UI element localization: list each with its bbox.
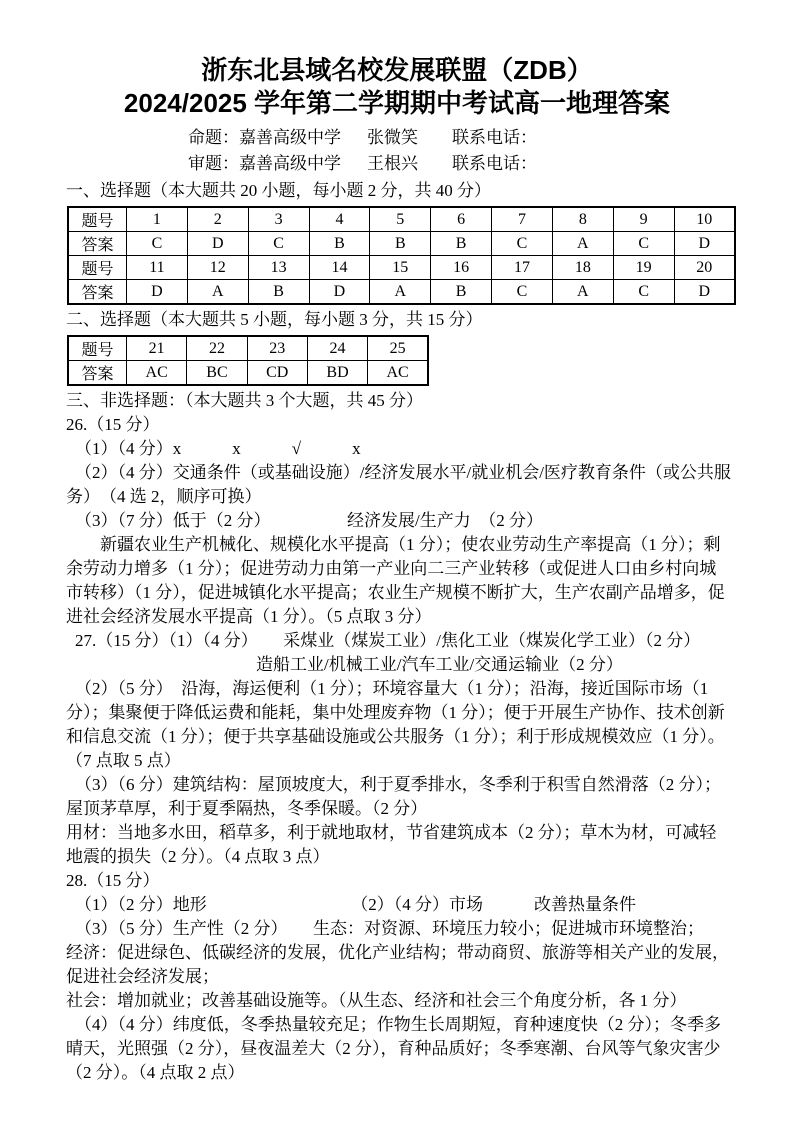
- table-row: [68, 256, 735, 280]
- q26-item3: （3）（7 分）低于（2 分） 经济发展/生产力 （2 分）: [75, 511, 543, 530]
- question-number-cell: 3: [248, 207, 309, 232]
- answer-cell: C: [492, 232, 553, 256]
- q26-item1-marks: （1）（4 分）x x √ x: [75, 439, 361, 458]
- question-number-cell: 7: [492, 207, 553, 232]
- question-number-cell: 16: [431, 256, 492, 280]
- answer-cell: B: [370, 232, 431, 256]
- question-number-cell: 11: [127, 256, 188, 280]
- proposer-name: 张微笑: [367, 128, 418, 147]
- question-number-cell: 1: [127, 207, 188, 232]
- answer-cell: A: [552, 280, 613, 305]
- answer-cell: A: [370, 280, 431, 305]
- table-row: [68, 232, 735, 256]
- answer-cell: AC: [127, 361, 187, 386]
- answer-cell: B: [309, 232, 370, 256]
- answer-cell: B: [431, 232, 492, 256]
- answer-cell: D: [674, 232, 735, 256]
- answer-cell: A: [187, 280, 248, 305]
- question-number-cell: 20: [674, 256, 735, 280]
- q27-item3-material: 用材：当地多水田，稻草多，利于就地取材，节省建筑成本（2 分）；草木为材，可减轻地震的损失（2 分）。（4 点取 3 点）: [66, 823, 717, 866]
- reviewer-phone-label: 联系电话：: [452, 154, 537, 173]
- answer-cell: C: [248, 232, 309, 256]
- reviewer-label: 审题：: [188, 154, 239, 173]
- q26-item2: （2）（4 分）交通条件（或基础设施）/经济发展水平/就业机会/医疗教育条件（或公共服务） （4 选 2，顺序可换）: [66, 463, 731, 506]
- q27-item1-line2: 造船工业/机械工业/汽车工业/交通运输业（2 分）: [256, 655, 623, 674]
- answer-cell: D: [187, 232, 248, 256]
- row-label-cell: 答案: [68, 232, 127, 256]
- proposer-line: [188, 125, 732, 151]
- q26-title: 26.（15 分）: [66, 415, 160, 434]
- section1-answer-table: [67, 206, 736, 305]
- question-number-cell: 9: [613, 207, 674, 232]
- reviewer-line: [188, 151, 732, 177]
- proposer-school: 嘉善高级中学: [239, 128, 341, 147]
- row-label-cell: 答案: [68, 280, 127, 305]
- answer-cell: C: [127, 232, 188, 256]
- question-number-cell: 15: [370, 256, 431, 280]
- q26-item3-explanation: 新疆农业生产机械化、规模化水平提高（1 分）；使农业劳动生产率提高（1 分）；剩余劳动力增多（1 分）；促进劳动力由第一产业向二三产业转移（或促进人口由乡村向城市转移）（1 分），促进城镇化水平提高；农业生产规模不断扩大，生产农副产品增多，促进社会经济发展水平提高（1 分）。（5 点取 3 分）: [66, 535, 725, 626]
- answer-cell: AC: [368, 361, 428, 386]
- section2-heading: 二、选择题（本大题共 5 小题，每小题 3 分，共 15 分）: [66, 310, 483, 329]
- answer-cell: CD: [247, 361, 307, 386]
- question-number-cell: 8: [552, 207, 613, 232]
- answer-cell: D: [674, 280, 735, 305]
- question-number-cell: 2: [187, 207, 248, 232]
- answer-cell: B: [248, 280, 309, 305]
- q27-item2: （2）（5 分） 沿海，海运便利（1 分）；环境容量大（1 分）；沿海，接近国际市场（1 分）；集聚便于降低运费和能耗，集中处理废弃物（1 分）；便于开展生产协作、技术创新和信息交流（1 分）；便于共享基础设施或公共服务（1 分）；利于形成规模效应（1 分）。（7 点取 5 点）: [66, 679, 725, 770]
- row-label-cell: 答案: [68, 361, 127, 386]
- question-number-cell: 22: [187, 336, 247, 361]
- proposer-label: 命题：: [188, 128, 239, 147]
- section1-heading: 一、选择题（本大题共 20 小题，每小题 2 分，共 40 分）: [66, 181, 491, 200]
- section2-answer-table: [67, 335, 429, 386]
- question-number-cell: 18: [552, 256, 613, 280]
- question-number-cell: 21: [127, 336, 187, 361]
- answer-cell: C: [613, 280, 674, 305]
- answer-cell: D: [127, 280, 188, 305]
- q27-item1-line1: 27.（15 分）（1）（4 分） 采煤业（煤炭工业）/焦化工业（煤炭化学工业）（2 分）: [75, 631, 701, 650]
- question-number-cell: 13: [248, 256, 309, 280]
- answer-cell: D: [309, 280, 370, 305]
- proposer-phone-label: 联系电话：: [452, 128, 537, 147]
- question-number-cell: 24: [307, 336, 367, 361]
- reviewer-name: 王根兴: [367, 154, 418, 173]
- answer-cell: BC: [187, 361, 247, 386]
- row-label-cell: 题号: [68, 336, 127, 361]
- row-label-cell: 题号: [68, 207, 127, 232]
- question-number-cell: 19: [613, 256, 674, 280]
- document-meta: [188, 125, 732, 177]
- reviewer-school: 嘉善高级中学: [239, 154, 341, 173]
- table-row: [68, 361, 428, 386]
- row-label-cell: 题号: [68, 256, 127, 280]
- q28-item3-society: 社会：增加就业；改善基础设施等。（从生态、经济和社会三个角度分析，各 1 分）: [66, 991, 687, 1010]
- q28-item3-economy: 经济：促进绿色、低碳经济的发展，优化产业结构；带动商贸、旅游等相关产业的发展，促进社会经济发展；: [66, 943, 729, 986]
- question-number-cell: 6: [431, 207, 492, 232]
- document-title-line1: 浙东北县域名校发展联盟（ZDB）: [201, 55, 593, 85]
- answer-cell: BD: [307, 361, 367, 386]
- table-row: [68, 207, 735, 232]
- answer-cell: A: [552, 232, 613, 256]
- table-row: [68, 280, 735, 305]
- section3-heading: 三、非选择题：（本大题共 3 个大题，共 45 分）: [66, 391, 423, 410]
- table-row: [68, 336, 428, 361]
- question-number-cell: 25: [368, 336, 428, 361]
- q28-item1-item2: （1）（2 分）地形 （2）（4 分）市场 改善热量条件: [75, 895, 636, 914]
- q28-title: 28.（15 分）: [66, 871, 160, 890]
- answer-cell: C: [613, 232, 674, 256]
- section3-body: [62, 413, 732, 1085]
- answer-cell: C: [492, 280, 553, 305]
- question-number-cell: 23: [247, 336, 307, 361]
- answer-cell: B: [431, 280, 492, 305]
- question-number-cell: 12: [187, 256, 248, 280]
- question-number-cell: 4: [309, 207, 370, 232]
- question-number-cell: 14: [309, 256, 370, 280]
- question-number-cell: 17: [492, 256, 553, 280]
- q28-item4: （4）（4 分）纬度低，冬季热量较充足；作物生长周期短，育种速度快（2 分）；冬季多晴天，光照强（2 分），昼夜温差大（2 分），育种品质好；冬季寒潮、台风等气象灾害少（2 分）。（4 点取 2 点）: [66, 1015, 721, 1082]
- question-number-cell: 10: [674, 207, 735, 232]
- document-title-line2: 2024/2025 学年第二学期期中考试高一地理答案: [123, 88, 671, 118]
- q28-item3-ecology: （3）（5 分）生产性（2 分） 生态：对资源、环境压力较小；促进城市环境整治；: [75, 919, 704, 938]
- question-number-cell: 5: [370, 207, 431, 232]
- q27-item3-structure: （3）（6 分）建筑结构：屋顶坡度大，利于夏季排水，冬季利于积雪自然滑落（2 分）；屋顶茅草厚，利于夏季隔热，冬季保暖。（2 分）: [66, 775, 721, 818]
